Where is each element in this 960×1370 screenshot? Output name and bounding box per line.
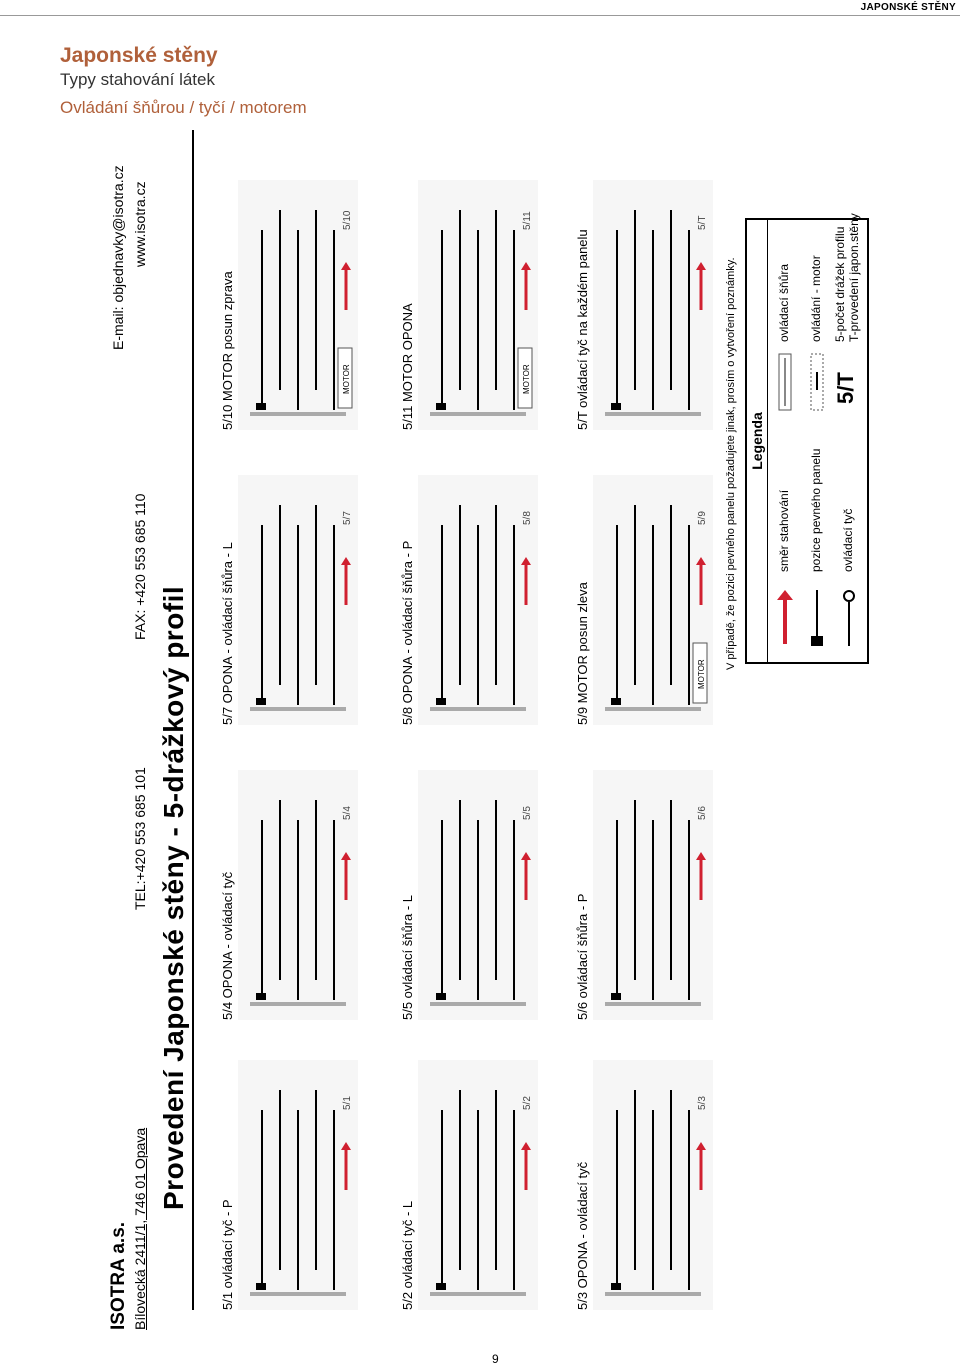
arrow-head (696, 852, 706, 860)
track (250, 1292, 346, 1296)
diagram-label: 5/11 MOTOR OPONA (400, 303, 415, 430)
arrow-head (521, 852, 531, 860)
diagram-label: 5/1 ovládací tyč - P (220, 1199, 235, 1310)
fixed-panel-marker (611, 403, 621, 410)
diagram-5-5 (418, 770, 538, 1020)
track (250, 707, 346, 711)
arrow-head (341, 262, 351, 270)
diagram-code: 5/8 (522, 511, 533, 525)
diagram-label: 5/4 OPONA - ovládací tyč (220, 871, 235, 1020)
fixed-panel-icon (805, 588, 829, 648)
title-rule (192, 130, 194, 1310)
motor-text: MOTOR (697, 659, 706, 689)
diagram-code: 5/7 (342, 511, 353, 525)
page-number: 9 (492, 1352, 499, 1366)
header-divider (0, 15, 960, 16)
fixed-panel-marker (436, 993, 446, 1000)
diagram-5-3 (593, 1060, 713, 1310)
legend-motor: ovládání - motor (809, 255, 823, 342)
track (250, 1002, 346, 1006)
diagram-5-1 (238, 1060, 358, 1310)
arrow-head (521, 557, 531, 565)
arrow-head (341, 852, 351, 860)
rotated-sheet (100, 120, 885, 1330)
diagram-5-2 (418, 1060, 538, 1310)
diagram-5-8 (418, 475, 538, 725)
motor-text: MOTOR (522, 364, 531, 394)
fixed-panel-marker (256, 1283, 266, 1290)
diagram-5-7 (238, 475, 358, 725)
section-tag: JAPONSKÉ STĚNY (860, 2, 956, 13)
motor-text: MOTOR (342, 364, 351, 394)
track (605, 412, 701, 416)
fixed-panel-marker (436, 1283, 446, 1290)
arrow-head (521, 262, 531, 270)
legend-note: V případě, že pozici pevného panelu požadujete jinak, prosím o vytvoření poznámky. (725, 257, 737, 670)
diagram-label: 5/8 OPONA - ovládací šňůra - P (400, 540, 415, 725)
arrow-head (521, 1142, 531, 1150)
track (605, 1002, 701, 1006)
fixed-panel-marker (436, 698, 446, 705)
diagram-code: 5/1 (342, 1096, 353, 1110)
diagram-code: 5/3 (697, 1096, 708, 1110)
diagram-label: 5/10 MOTOR posun zprava (220, 271, 235, 430)
cord-icon (775, 352, 795, 412)
track (605, 1292, 701, 1296)
track (430, 707, 526, 711)
legend-rod: ovládací tyč (841, 508, 855, 572)
track (250, 412, 346, 416)
track (430, 1002, 526, 1006)
fixed-panel-marker (256, 993, 266, 1000)
diagram-5-9 (593, 475, 713, 725)
legend-code-symbol: 5/T (833, 372, 858, 404)
legend-title: Legenda (747, 220, 768, 662)
fixed-panel-marker (436, 403, 446, 410)
main-title: Provedení Japonské stěny - 5-drážkový profil (158, 585, 189, 1210)
company-tel: TEL:+420 553 685 101 (132, 767, 148, 910)
diagram-code: 5/T (697, 215, 708, 230)
diagram-label: 5/5 ovládací šňůra - L (400, 894, 415, 1020)
fixed-panel-marker (256, 698, 266, 705)
diagram-code: 5/11 (522, 211, 533, 230)
fixed-panel-marker (611, 698, 621, 705)
arrow-head (696, 1142, 706, 1150)
track (430, 1292, 526, 1296)
diagram-5-11 (418, 180, 538, 430)
company-name: ISOTRA a.s. (108, 1221, 129, 1330)
motor-icon (807, 352, 827, 412)
diagram-label: 5/6 ovládací šňůra - P (575, 893, 590, 1020)
legend (745, 213, 869, 664)
diagram-code: 5/6 (697, 806, 708, 820)
control-subtitle: Ovládání šňůrou / tyčí / motorem (60, 98, 307, 117)
legend-cord: ovládací šňůra (777, 263, 791, 342)
diagram-label: 5/9 MOTOR posun zleva (575, 582, 590, 725)
diagram-label: 5/T ovládací tyč na každém panelu (575, 229, 590, 430)
fixed-panel-marker (256, 403, 266, 410)
track (605, 707, 701, 711)
diagram-5-T (593, 180, 713, 430)
track (430, 412, 526, 416)
company-email[interactable]: E-mail: objednavky@isotra.cz (110, 165, 126, 350)
legend-direction: směr stahování (777, 489, 791, 572)
diagram-code: 5/4 (342, 806, 353, 820)
fixed-panel-marker (611, 1283, 621, 1290)
diagram-label: 5/3 OPONA - ovládací tyč (575, 1161, 590, 1310)
diagram-5-10 (238, 180, 358, 430)
legend-code-desc2: T-provedení japon.stěny (847, 213, 861, 342)
page-subtitle: Typy stahování látek (60, 70, 215, 89)
company-address[interactable]: Bílovecká 2411/1, 746 01 Opava (132, 1127, 148, 1330)
diagram-label: 5/2 ovládací tyč - L (400, 1200, 415, 1310)
page-title: Japonské stěny (60, 44, 218, 67)
diagram-code: 5/9 (697, 511, 708, 525)
legend-fixed: pozice pevného panelu (809, 448, 823, 572)
arrow-head (696, 262, 706, 270)
arrow-head (696, 557, 706, 565)
diagram-code: 5/2 (522, 1096, 533, 1110)
diagram-code: 5/5 (522, 806, 533, 820)
diagram-5-6 (593, 770, 713, 1020)
diagram-code: 5/10 (342, 210, 353, 230)
legend-code-desc1: 5-počet drážek profilu (833, 226, 847, 342)
fixed-panel-marker (611, 993, 621, 1000)
diagram-5-4 (238, 770, 358, 1020)
arrow-icon (773, 588, 797, 648)
arrow-head (341, 557, 351, 565)
diagram-label: 5/7 OPONA - ovládací šňůra - L (220, 542, 235, 725)
arrow-head (341, 1142, 351, 1150)
company-web[interactable]: www.isotra.cz (132, 181, 148, 267)
company-fax: FAX: +420 553 685 110 (132, 493, 148, 640)
rod-icon (837, 588, 861, 648)
